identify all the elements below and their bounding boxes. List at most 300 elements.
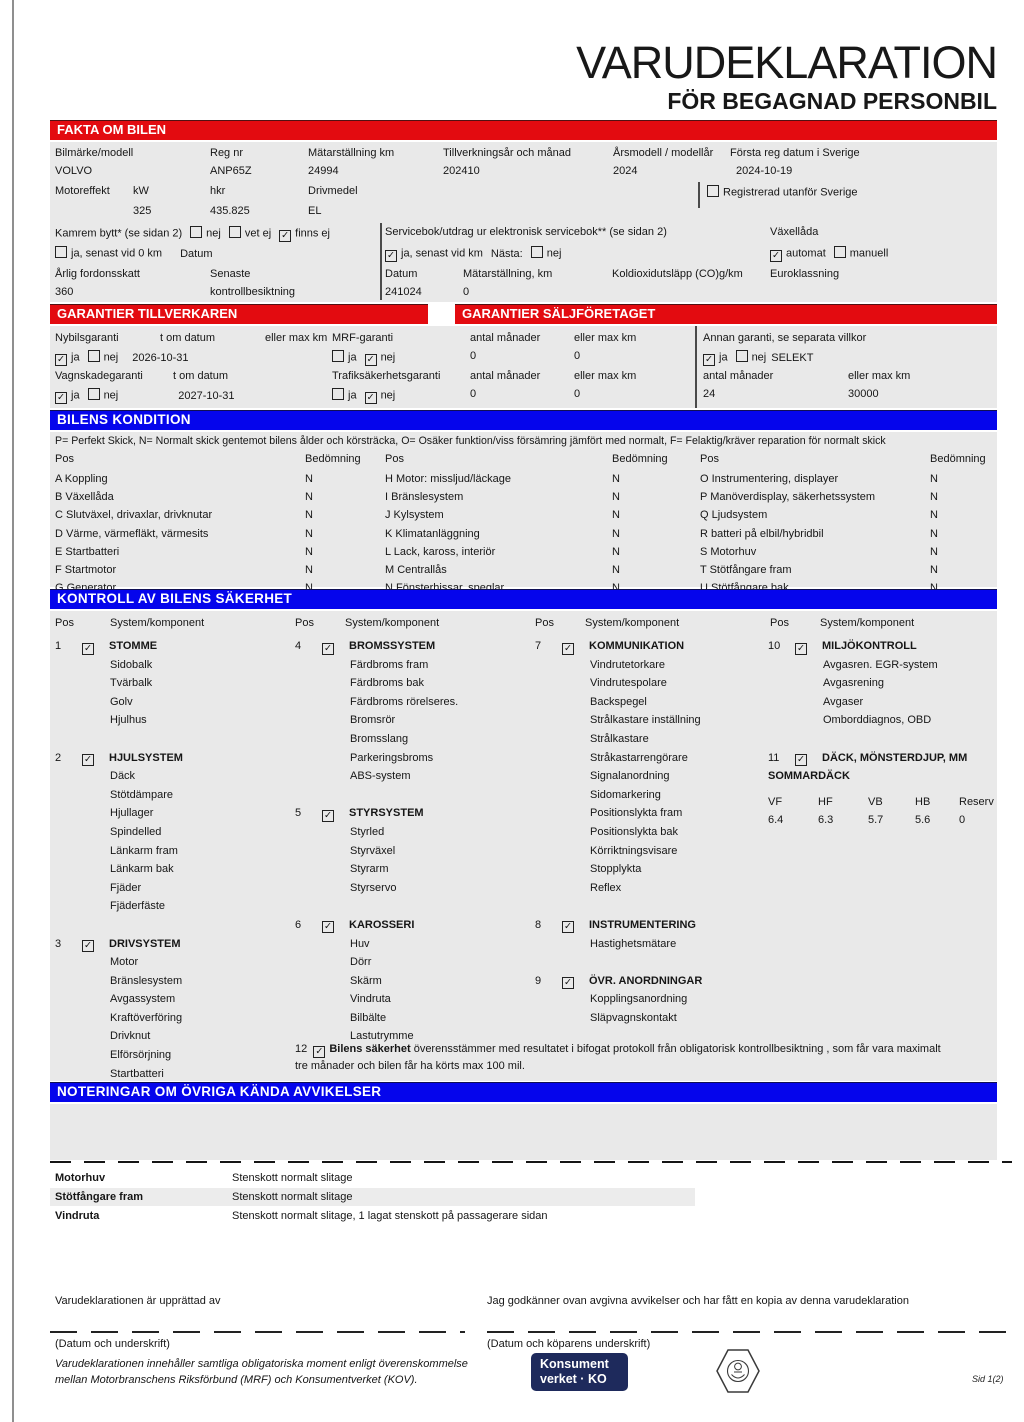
- kondition-column-1: [55, 470, 365, 597]
- condition-grade: N: [930, 563, 938, 576]
- safety-line: [535, 842, 765, 861]
- safety-comp-header-4: System/komponent: [820, 617, 915, 629]
- safety-label: Länkarm fram: [110, 844, 178, 857]
- kondition-pos-header-3: Pos: [700, 453, 719, 465]
- safety-line: [295, 842, 533, 861]
- safety-pos-header-4: Pos: [770, 617, 789, 629]
- mrf-nej-checkbox[interactable]: ✓: [365, 354, 377, 366]
- safety-label: Styrservo: [350, 881, 397, 894]
- safety-checkbox[interactable]: ✓: [82, 643, 94, 655]
- safety-item-12: [295, 1041, 990, 1074]
- servicebok-ja-row: [385, 246, 561, 262]
- safety-label: Avgaser: [823, 695, 864, 708]
- seller-signature-line[interactable]: [50, 1331, 465, 1333]
- safety-label: STYRSYSTEM: [349, 807, 424, 820]
- safety-label: KOMMUNIKATION: [589, 640, 685, 652]
- safety-label: DÄCK, MÖNSTERDJUP, MM: [822, 751, 968, 764]
- fakta-panel: [50, 142, 997, 302]
- safety-label: SOMMARDÄCK: [768, 770, 850, 783]
- manuell-checkbox[interactable]: [834, 246, 846, 258]
- condition-row: [55, 488, 365, 506]
- safety-line: [295, 693, 533, 712]
- safety-line: [295, 897, 533, 916]
- trafik-nej-checkbox[interactable]: ✓: [365, 392, 377, 404]
- safety-line: [295, 804, 533, 823]
- tire-vf-value: 6.4: [768, 813, 784, 826]
- safety-label: STOMME: [109, 640, 158, 652]
- safety-label: Stötdämpare: [110, 788, 173, 801]
- senaste-label: Senaste: [210, 268, 251, 280]
- vagnskade-ja-label: ja: [71, 389, 80, 402]
- document-title-block: [576, 37, 997, 115]
- divider-servicebok: [380, 223, 382, 300]
- safety-label: Positionslykta bak: [590, 825, 679, 838]
- kontrollbesiktning-label: kontrollbesiktning: [210, 286, 295, 298]
- note-description: Stenskott normalt slitage, 1 lagat stenskott på passagerare sidan: [232, 1210, 548, 1222]
- mrf-ja-label: ja: [348, 351, 357, 364]
- tire-header-row: [768, 793, 1000, 811]
- tire-depth-table: [768, 793, 1000, 829]
- manuell-label: manuell: [849, 247, 889, 260]
- note-part: Stötfångare fram: [55, 1191, 144, 1203]
- condition-grade: N: [930, 491, 938, 504]
- safety-checkbox[interactable]: ✓: [82, 754, 94, 766]
- safety-label: Strålkastare: [590, 732, 649, 745]
- fordonsskatt-value: 360: [55, 286, 74, 298]
- safety-label: INSTRUMENTERING: [589, 918, 696, 931]
- condition-grade: N: [930, 473, 938, 485]
- section-bar-kondition: BILENS KONDITION: [50, 410, 997, 430]
- badge-line2: verket · KO: [540, 1372, 607, 1386]
- safety-label: Bromsrör: [350, 714, 396, 727]
- page-title: VARUDEKLARATION: [576, 37, 997, 88]
- datum-koparens-label: (Datum och köparens underskrift): [487, 1338, 651, 1350]
- kamrem-nej-checkbox[interactable]: [190, 226, 202, 238]
- safety-label: Skärm: [350, 974, 382, 987]
- safety-checkbox[interactable]: ✓: [562, 921, 574, 933]
- nybils-checkrow: [55, 350, 189, 366]
- condition-row: [700, 470, 990, 488]
- item12-checkbox[interactable]: ✓: [313, 1046, 325, 1058]
- condition-grade: N: [612, 545, 620, 558]
- trafik-max-value: 0: [574, 388, 581, 400]
- safety-label: Spindelled: [110, 825, 162, 838]
- nybils-ja-checkbox[interactable]: ✓: [55, 354, 67, 366]
- safety-line: [535, 916, 765, 935]
- safety-label: Avgasren. EGR-system: [823, 658, 938, 671]
- condition-grade: N: [612, 563, 620, 576]
- condition-row: [55, 470, 365, 488]
- condition-item: K Klimatanläggning: [385, 527, 480, 540]
- safety-label: Avgassystem: [110, 993, 176, 1006]
- safety-column-4: [768, 637, 1000, 829]
- trafik-ja-checkbox[interactable]: [332, 388, 344, 400]
- safety-label: Omborddiagnos, OBD: [823, 714, 932, 727]
- kamrem-label: Kamrem bytt* (se sidan 2): [55, 227, 183, 240]
- fordonsskatt-label: Årlig fordonsskatt: [55, 268, 140, 280]
- tire-hb-value: 5.6: [915, 813, 931, 826]
- safety-label: Tvärbalk: [110, 677, 153, 690]
- condition-grade: N: [612, 527, 620, 540]
- nybils-ja-label: ja: [71, 351, 80, 364]
- registrerad-label: Registrerad utanför Sverige: [723, 186, 858, 199]
- matarstallning2-label: Mätarställning, km: [463, 268, 553, 280]
- annan-ja-checkbox[interactable]: ✓: [703, 354, 715, 366]
- condition-row: [55, 561, 365, 579]
- nybils-datum-value: 2026-10-31: [132, 351, 189, 364]
- condition-item: C Slutväxel, drivaxlar, drivknutar: [55, 509, 213, 522]
- regnr-label: Reg nr: [210, 147, 244, 159]
- divider-annan-garanti: [695, 326, 697, 408]
- safety-label: Släpvagnskontakt: [590, 1011, 677, 1024]
- mrf-antal-label: antal månader: [470, 332, 541, 344]
- safety-line: [295, 935, 533, 954]
- condition-row: [385, 470, 675, 488]
- safety-checkbox[interactable]: ✓: [795, 643, 807, 655]
- koldioxid-label: Koldioxidutsläpp (CO)g/km: [612, 268, 743, 280]
- safety-line: [55, 842, 293, 861]
- badge-line1: Konsument: [540, 1357, 609, 1371]
- safety-pos-number: 8: [535, 918, 542, 931]
- section-bar-sakerhet: KONTROLL AV BILENS SÄKERHET: [50, 589, 997, 609]
- vagnskade-nej-label: nej: [103, 389, 119, 402]
- condition-grade: N: [305, 563, 313, 576]
- safety-label: Fjäder: [110, 881, 142, 894]
- safety-pos-header-2: Pos: [295, 617, 314, 629]
- safety-line: [295, 711, 533, 730]
- note-part: Vindruta: [55, 1210, 100, 1222]
- drivmedel-label: Drivmedel: [308, 185, 358, 197]
- item12-text1: överensstämmer med resultatet i bifogat protokoll från obligatorisk kontrollbesiktning , som får vara maximalt: [410, 1043, 941, 1055]
- safety-column-4-list: [768, 637, 1000, 786]
- safety-pos-number: 10: [768, 640, 781, 652]
- regnr-value: ANP65Z: [210, 165, 252, 177]
- safety-label: Bilbälte: [350, 1011, 387, 1024]
- safety-line: [535, 767, 765, 786]
- section-bar-garantier-tillverkaren: GARANTIER TILLVERKAREN: [50, 304, 428, 324]
- safety-line: [535, 674, 765, 693]
- safety-column-2: [295, 637, 533, 1046]
- kamrem-nej-label: nej: [206, 227, 221, 240]
- safety-label: MILJÖKONTROLL: [822, 640, 917, 652]
- trafik-checkrow: [332, 388, 395, 404]
- nasta-nej-checkbox[interactable]: [531, 246, 543, 258]
- safety-label: Parkeringsbroms: [350, 751, 434, 764]
- item12-text2: tre månader och bilen får ha körts max 100 mil.: [295, 1059, 525, 1072]
- datum2-label: Datum: [385, 268, 418, 280]
- condition-grade: N: [305, 473, 313, 485]
- condition-row: [385, 561, 675, 579]
- condition-item: P Manöverdisplay, säkerhetssystem: [700, 491, 876, 504]
- page-number: Sid 1(2): [972, 1374, 1004, 1384]
- safety-line: [535, 823, 765, 842]
- safety-line: [55, 1046, 293, 1065]
- condition-row: [700, 525, 990, 543]
- safety-line: [55, 1009, 293, 1028]
- vaxellada-row: [770, 246, 888, 262]
- condition-grade: N: [930, 509, 938, 522]
- kw-label: kW: [133, 185, 149, 197]
- safety-pos-number: 6: [295, 918, 302, 931]
- tire-hb-label: HB: [915, 795, 931, 808]
- annan-garanti-label: Annan garanti, se separata villkor: [703, 332, 867, 344]
- servicebok-ja-checkbox[interactable]: ✓: [385, 250, 397, 262]
- safety-comp-header-3: System/komponent: [585, 617, 680, 629]
- safety-line: [55, 972, 293, 991]
- safety-line: [55, 786, 293, 805]
- legal-text-line1: Varudeklarationen innehåller samtliga obligatoriska moment enligt överenskommelse: [55, 1358, 468, 1370]
- safety-label: Elförsörjning: [110, 1049, 172, 1062]
- safety-line: [55, 711, 293, 730]
- safety-line: [535, 804, 765, 823]
- safety-label: Dörr: [350, 956, 372, 969]
- arsmodell-value: 2024: [613, 165, 638, 177]
- trafik-nej-label: nej: [380, 389, 396, 402]
- mrf-checkrow: [332, 350, 395, 366]
- safety-line: [295, 767, 533, 786]
- safety-label: Styrled: [350, 825, 385, 838]
- safety-checkbox[interactable]: ✓: [82, 940, 94, 952]
- safety-label: Bränslesystem: [110, 974, 183, 987]
- safety-label: Motor: [110, 956, 139, 969]
- note-rows: [55, 1169, 995, 1226]
- safety-label: Sidobalk: [110, 658, 153, 671]
- safety-checkbox[interactable]: ✓: [562, 643, 574, 655]
- section-bar-noteringar: NOTERINGAR OM ÖVRIGA KÄNDA AVVIKELSER: [50, 1082, 997, 1102]
- vagnskade-label: Vagnskadegaranti: [55, 370, 143, 382]
- vaxellada-label: Växellåda: [770, 226, 819, 238]
- condition-item: D Värme, värmefläkt, värmesits: [55, 527, 209, 540]
- safety-label: Hastighetsmätare: [590, 937, 677, 950]
- drivmedel-value: EL: [308, 205, 322, 217]
- condition-grade: N: [930, 527, 938, 540]
- safety-label: Signalanordning: [590, 770, 670, 783]
- nasta-label: Nästa:: [490, 247, 523, 260]
- safety-checkbox[interactable]: ✓: [562, 977, 574, 989]
- safety-label: Färdbroms bak: [350, 677, 424, 690]
- nybils-nej-checkbox[interactable]: [88, 350, 100, 362]
- safety-line: [535, 1009, 765, 1028]
- kamrem-datum-label: Datum: [180, 247, 213, 260]
- kamrem-vetej-checkbox[interactable]: [229, 226, 241, 238]
- safety-line: [768, 767, 1000, 786]
- safety-checkbox[interactable]: ✓: [322, 921, 334, 933]
- condition-grade: N: [305, 527, 313, 540]
- condition-grade: N: [305, 509, 313, 522]
- safety-checkbox[interactable]: ✓: [322, 810, 334, 822]
- safety-line: [55, 823, 293, 842]
- safety-line: [295, 656, 533, 675]
- condition-item: H Motor: missljud/läckage: [385, 473, 511, 485]
- safety-line: [55, 879, 293, 898]
- annan-nej-checkbox[interactable]: [736, 350, 748, 362]
- safety-pos-header-3: Pos: [535, 617, 554, 629]
- tire-hf-value: 6.3: [818, 813, 834, 826]
- safety-line: [55, 935, 293, 954]
- annan-max-label: eller max km: [848, 370, 911, 382]
- nybilsgaranti-label: Nybilsgaranti: [55, 332, 119, 344]
- arsmodell-label: Årsmodell / modellår: [613, 147, 714, 159]
- vagnskade-nej-checkbox[interactable]: [88, 388, 100, 400]
- condition-row: [55, 525, 365, 543]
- safety-pos-number: 9: [535, 974, 542, 987]
- safety-label: Styrarm: [350, 863, 389, 876]
- page-subtitle: FÖR BEGAGNAD PERSONBIL: [667, 87, 997, 114]
- kamrem-ja-label: ja, senast vid 0 km: [71, 247, 163, 260]
- mrf-ja-checkbox[interactable]: [332, 350, 344, 362]
- safety-label: ÖVR. ANORDNINGAR: [589, 974, 703, 987]
- note-description: Stenskott normalt slitage: [232, 1172, 353, 1184]
- safety-line: [295, 972, 533, 991]
- safety-line: [768, 711, 1000, 730]
- nybils-nej-label: nej: [103, 351, 119, 364]
- safety-label: Drivknut: [110, 1030, 151, 1043]
- safety-line: [55, 1027, 293, 1046]
- condition-item: M Centrallås: [385, 563, 447, 576]
- safety-line: [295, 730, 533, 749]
- note-row: [55, 1207, 995, 1226]
- note-row: [55, 1169, 995, 1188]
- tire-values-row: [768, 811, 1000, 829]
- matarstallning2-value: 0: [463, 286, 470, 298]
- safety-pos-number: 4: [295, 640, 302, 652]
- safety-line: [295, 1009, 533, 1028]
- page-edge-line: [12, 0, 14, 1422]
- hkr-value: 435.825: [210, 205, 250, 217]
- safety-line: [55, 860, 293, 879]
- safety-checkbox[interactable]: ✓: [795, 754, 807, 766]
- tire-vb-value: 5.7: [868, 813, 884, 826]
- garanti-panel: [50, 326, 997, 408]
- safety-comp-header-2: System/komponent: [345, 617, 440, 629]
- registrerad-field: [707, 185, 858, 199]
- kondition-bed-header-1: Bedömning: [305, 453, 361, 465]
- tillverkningsar-label: Tillverkningsår och månad: [443, 147, 571, 159]
- safety-line: [768, 674, 1000, 693]
- safety-label: Strålkastare inställning: [590, 714, 701, 727]
- vagnskade-checkrow: [55, 388, 235, 404]
- kamrem-ja-row: [55, 246, 213, 260]
- safety-line: [768, 693, 1000, 712]
- safety-line: [768, 656, 1000, 675]
- safety-label: Färdbroms rörelseres.: [350, 695, 459, 708]
- safety-label: BROMSSYSTEM: [349, 640, 436, 652]
- condition-item: E Startbatteri: [55, 545, 120, 558]
- note-description: Stenskott normalt slitage: [232, 1191, 353, 1203]
- condition-row: [385, 525, 675, 543]
- safety-label: Bromsslang: [350, 732, 409, 745]
- safety-line: [295, 823, 533, 842]
- safety-pos-header-1: Pos: [55, 617, 74, 629]
- tire-vf-label: VF: [768, 795, 783, 808]
- safety-column-1: [55, 637, 293, 1083]
- safety-line: [55, 730, 293, 749]
- condition-row: [55, 543, 365, 561]
- kamrem-finnsej-checkbox[interactable]: ✓: [279, 230, 291, 242]
- vagnskade-ja-checkbox[interactable]: ✓: [55, 392, 67, 404]
- matarstallning-value: 24994: [308, 165, 339, 177]
- safety-line: [295, 860, 533, 879]
- safety-line: [535, 637, 765, 656]
- kamrem-ja-checkbox[interactable]: [55, 246, 67, 258]
- safety-label: Däck: [110, 770, 136, 783]
- condition-row: [700, 506, 990, 524]
- safety-label: DRIVSYSTEM: [109, 937, 181, 950]
- safety-label: Lastutrymme: [350, 1030, 414, 1043]
- kondition-bed-header-2: Bedömning: [612, 453, 668, 465]
- safety-line: [768, 749, 1000, 768]
- buyer-signature-line[interactable]: [487, 1331, 1015, 1333]
- safety-checkbox[interactable]: ✓: [322, 643, 334, 655]
- safety-line: [55, 953, 293, 972]
- item12-number: 12: [295, 1043, 308, 1055]
- condition-row: [385, 543, 675, 561]
- trafik-antal-value: 0: [470, 388, 477, 400]
- condition-grade: N: [612, 491, 620, 504]
- safety-line: [535, 786, 765, 805]
- safety-line: [768, 730, 1000, 749]
- safety-line: [55, 897, 293, 916]
- condition-row: [700, 561, 990, 579]
- condition-item: Q Ljudsystem: [700, 509, 768, 522]
- safety-line: [535, 990, 765, 1009]
- safety-line: [55, 990, 293, 1009]
- automat-checkbox[interactable]: ✓: [770, 250, 782, 262]
- trafik-max-label: eller max km: [574, 370, 637, 382]
- mrf-logo: [716, 1348, 760, 1394]
- safety-line: [295, 953, 533, 972]
- servicebok-ja-label: ja, senast vid km: [401, 247, 483, 260]
- forsta-reg-value: 2024-10-19: [736, 165, 793, 177]
- safety-comp-header-1: System/komponent: [110, 617, 205, 629]
- upprattad-av-label: Varudeklarationen är upprättad av: [55, 1295, 221, 1307]
- safety-line: [55, 749, 293, 768]
- section-bar-fakta: FAKTA OM BILEN: [50, 120, 997, 140]
- forsta-reg-label: Första reg datum i Sverige: [730, 147, 860, 159]
- safety-label: Positionslykta fram: [590, 807, 683, 820]
- safety-column-3: [535, 637, 765, 1027]
- safety-line: [535, 711, 765, 730]
- condition-item: I Bränslesystem: [385, 491, 464, 504]
- section-bar-garantier-saljforetaget: GARANTIER SÄLJFÖRETAGET: [455, 304, 997, 324]
- safety-line: [535, 656, 765, 675]
- safety-label: Kraftöverföring: [110, 1011, 183, 1024]
- datum2-value: 241024: [385, 286, 422, 298]
- nybils-max-label: eller max km: [265, 332, 328, 344]
- trafik-label: Trafiksäkerhetsgaranti: [332, 370, 441, 382]
- safety-line: [535, 730, 765, 749]
- safety-label: Stråkastarrengörare: [590, 751, 688, 764]
- kondition-panel: [50, 432, 997, 587]
- safety-line: [55, 804, 293, 823]
- divider-registrerad: [698, 182, 700, 208]
- bilmarke-value: VOLVO: [55, 165, 93, 177]
- safety-line: [55, 693, 293, 712]
- registrerad-checkbox[interactable]: [707, 185, 719, 197]
- condition-item: B Växellåda: [55, 491, 114, 504]
- hkr-label: hkr: [210, 185, 226, 197]
- condition-item: T Stötfångare fram: [700, 563, 792, 576]
- safety-line: [295, 786, 533, 805]
- condition-item: L Lack, kaross, interiör: [385, 545, 496, 558]
- condition-grade: N: [305, 491, 313, 504]
- tire-reserv-value: 0: [959, 813, 966, 826]
- kamrem-finnsej-label: finns ej: [295, 227, 330, 240]
- noteringar-dashed-divider: [50, 1161, 1012, 1163]
- safety-line: [55, 767, 293, 786]
- mrf-label: MRF-garanti: [332, 332, 394, 344]
- safety-label: Färdbroms fram: [350, 658, 429, 671]
